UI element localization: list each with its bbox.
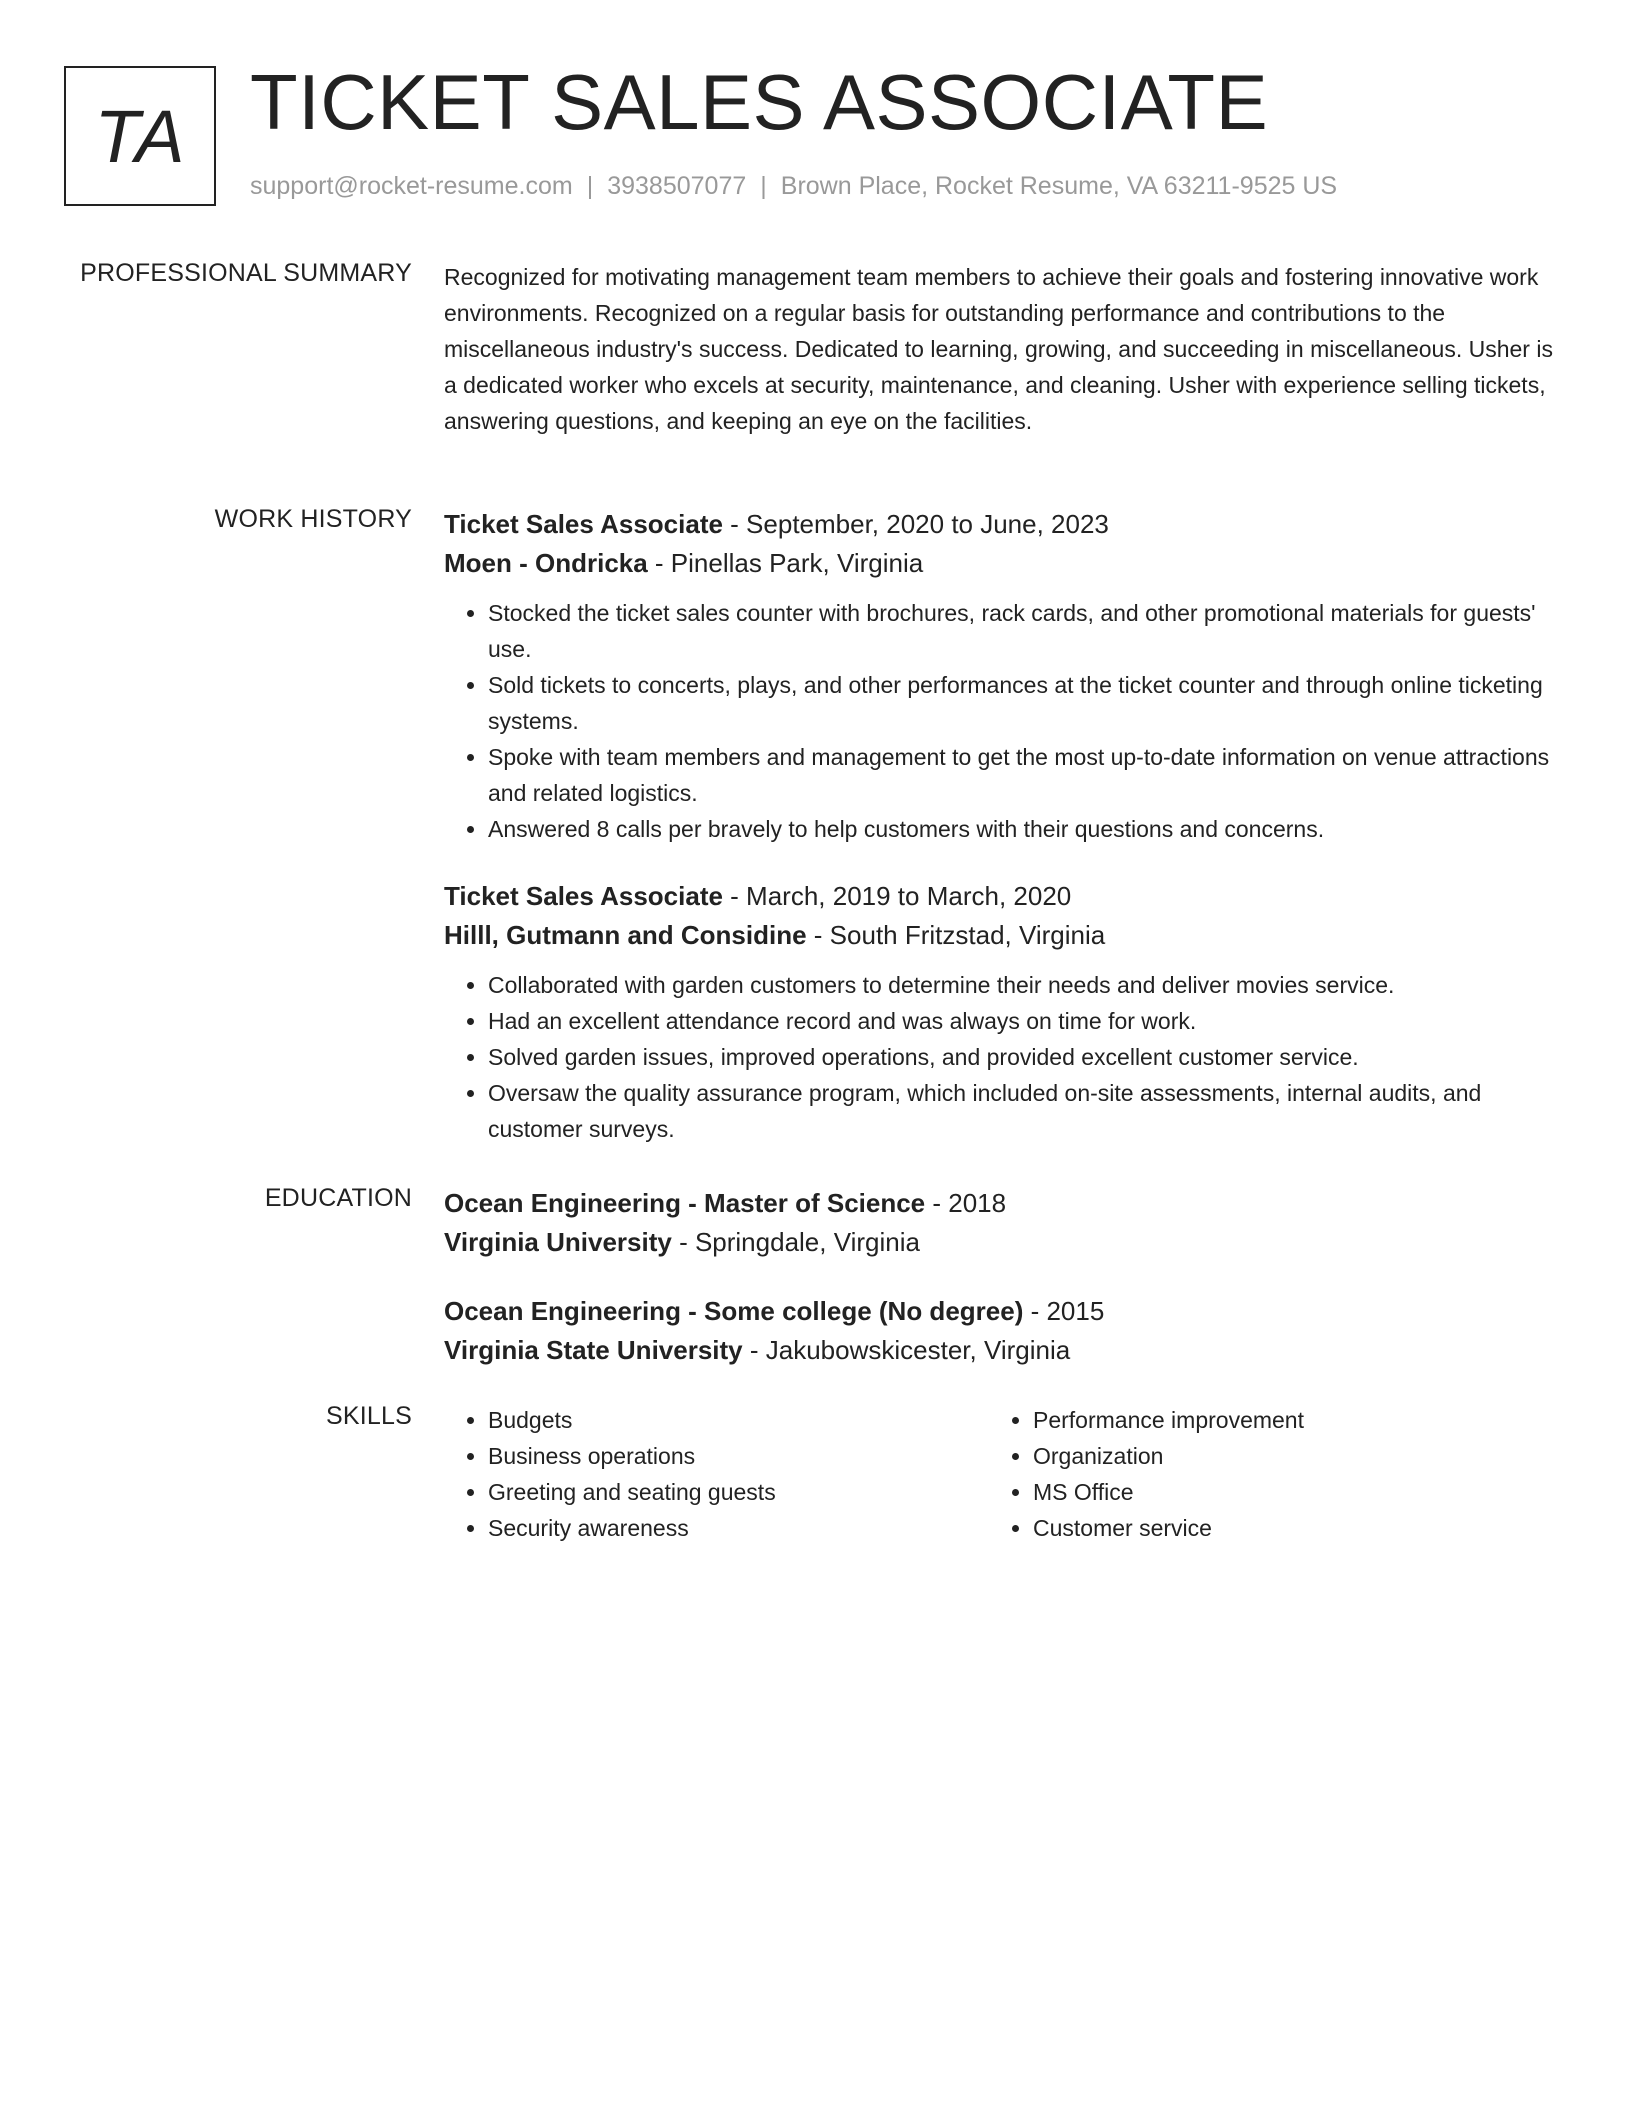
contact-separator: | (760, 172, 767, 200)
contact-phone: 3938507077 (607, 172, 747, 200)
summary-body (444, 259, 1554, 439)
job-title-line (444, 505, 1554, 544)
education-location: - Jakubowskicester, Virginia (742, 1335, 1071, 1365)
skills-body (444, 1402, 1554, 1546)
job-company: Hilll, Gutmann and Considine (444, 920, 807, 950)
job-company-line (444, 544, 1554, 583)
skill-item: • MS Office (1033, 1474, 1534, 1510)
job-entry (444, 505, 1554, 847)
job-company-line (444, 916, 1554, 955)
skill-item: • Security awareness (488, 1510, 989, 1546)
contact-address: Brown Place, Rocket Resume, VA 63211-9525 US (780, 172, 1338, 200)
work-history-label: WORK HISTORY (214, 505, 412, 533)
education-entry (444, 1292, 1554, 1370)
job-title: Ticket Sales Associate (444, 509, 723, 539)
education-location: - Springdale, Virginia (671, 1227, 920, 1257)
contact-line (250, 172, 1337, 201)
work-history-body (444, 505, 1554, 1147)
education-body (444, 1184, 1554, 1370)
skill-item: • Performance improvement (1033, 1402, 1534, 1438)
education-degree-line (444, 1184, 1554, 1223)
education-degree-line (444, 1292, 1554, 1331)
skill-item: • Budgets (488, 1402, 989, 1438)
job-bullet: • Answered 8 calls per bravely to help customers with their questions and concerns. (488, 811, 1554, 847)
candidate-title: TICKET SALES ASSOCIATE (250, 58, 1269, 146)
education-degree: Ocean Engineering - Master of Science (444, 1188, 926, 1218)
education-degree: Ocean Engineering - Some college (No degree) (444, 1296, 1024, 1326)
skills-columns (444, 1402, 1554, 1546)
skills-list-right (989, 1402, 1534, 1546)
job-title: Ticket Sales Associate (444, 881, 723, 911)
education-school-line (444, 1331, 1554, 1370)
job-bullet: • Had an excellent attendance record and was always on time for work. (488, 1003, 1554, 1039)
education-school: Virginia University (444, 1227, 672, 1257)
skills-list-left (444, 1402, 989, 1546)
skill-item: • Organization (1033, 1438, 1534, 1474)
summary-text: Recognized for motivating management team members to achieve their goals and fostering innovative work environments. Recognized on a regular basis for outstanding performance and contributions to the miscellaneous industry's success. Dedicated to learning, growing, and succeeding in miscellaneous. Usher is a dedicated worker who excels at security, maintenance, and cleaning. Usher with experience selling tickets, answering questions, and keeping an eye on the facilities. (444, 264, 1553, 434)
job-company: Moen - Ondricka (444, 548, 648, 578)
job-bullet: • Oversaw the quality assurance program, which included on-site assessments, internal audits, and customer surveys. (488, 1075, 1554, 1147)
job-bullet: • Solved garden issues, improved operations, and provided excellent customer service. (488, 1039, 1554, 1075)
education-year: - 2018 (925, 1188, 1007, 1218)
summary-label: PROFESSIONAL SUMMARY (80, 259, 412, 287)
education-label: EDUCATION (264, 1184, 412, 1212)
job-dates: - March, 2019 to March, 2020 (722, 881, 1072, 911)
job-location: - South Fritzstad, Virginia (806, 920, 1106, 950)
skill-item: • Greeting and seating guests (488, 1474, 989, 1510)
job-bullets (444, 595, 1554, 847)
job-entry (444, 877, 1554, 1147)
skill-item: • Business operations (488, 1438, 989, 1474)
monogram-initials: TA (94, 94, 186, 178)
job-bullet: • Collaborated with garden customers to determine their needs and deliver movies service. (488, 967, 1554, 1003)
education-entry (444, 1184, 1554, 1262)
job-dates: - September, 2020 to June, 2023 (722, 509, 1109, 539)
skills-label: SKILLS (326, 1402, 412, 1430)
skill-item: • Customer service (1033, 1510, 1534, 1546)
job-bullets (444, 967, 1554, 1147)
contact-email: support@rocket-resume.com (250, 172, 573, 200)
job-title-line (444, 877, 1554, 916)
education-school: Virginia State University (444, 1335, 743, 1365)
contact-separator: | (586, 172, 594, 200)
job-bullet: • Stocked the ticket sales counter with brochures, rack cards, and other promotional materials for guests' use. (488, 595, 1554, 667)
job-bullet: • Spoke with team members and management to get the most up-to-date information on venue attractions and related logistics. (488, 739, 1554, 811)
job-location: - Pinellas Park, Virginia (647, 548, 924, 578)
monogram-box (64, 66, 216, 206)
education-school-line (444, 1223, 1554, 1262)
job-bullet: • Sold tickets to concerts, plays, and other performances at the ticket counter and through online ticketing systems. (488, 667, 1554, 739)
education-year: - 2015 (1023, 1296, 1105, 1326)
